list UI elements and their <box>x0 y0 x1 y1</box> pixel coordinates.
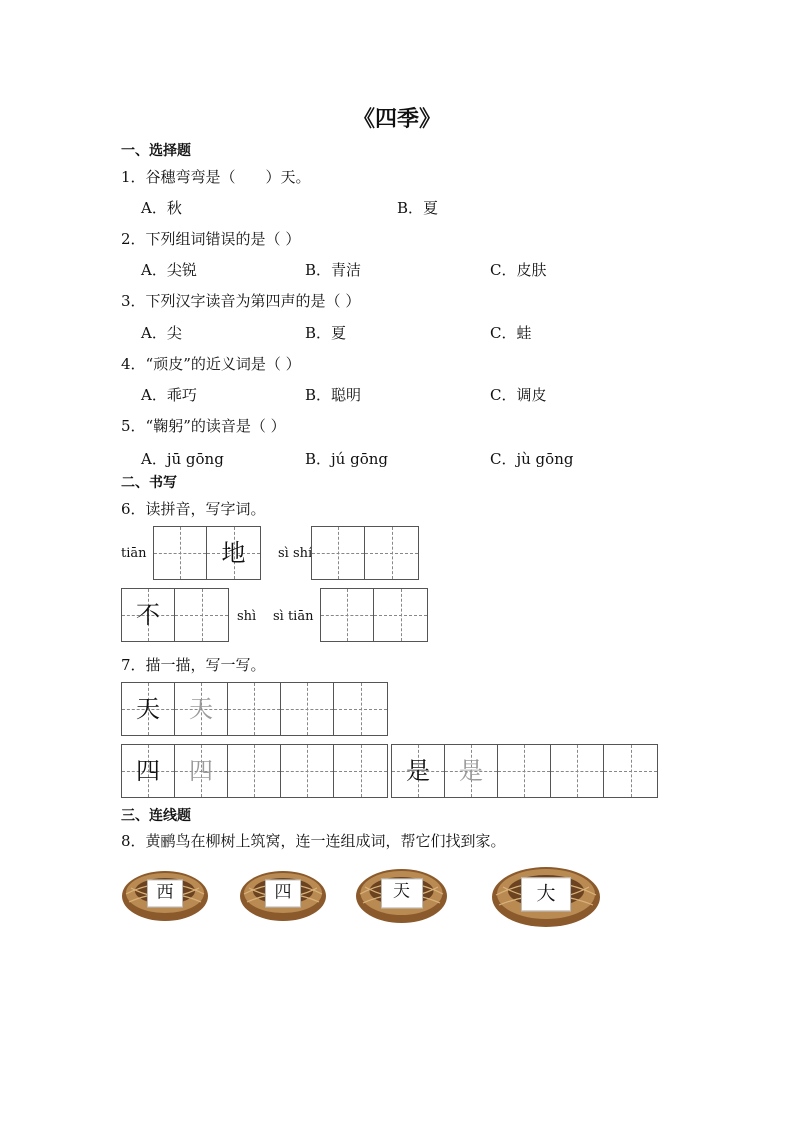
q3-option-a: A．尖 <box>141 324 182 342</box>
writing-cell[interactable] <box>321 589 374 641</box>
q4-option-b: B．聪明 <box>305 386 362 404</box>
writing-cell[interactable] <box>154 527 207 579</box>
q2-option-c: C．皮肤 <box>490 261 547 279</box>
q1-option-b: B．夏 <box>397 199 439 217</box>
printed-char: 地 <box>221 539 246 567</box>
section-heading-matching: 三、连线题 <box>121 808 191 824</box>
trace-char: 四 <box>189 757 213 785</box>
writing-cell[interactable] <box>334 745 387 797</box>
q2-option-b: B．青洁 <box>305 261 362 279</box>
writing-grid-bushi <box>121 588 229 642</box>
nest-card: 大 <box>521 877 571 911</box>
question-7: 7．描一描，写一写。 <box>121 656 266 674</box>
writing-grid-sitian <box>320 588 428 642</box>
writing-cell[interactable] <box>334 683 387 735</box>
pinyin-sishi: sì shí <box>278 546 313 561</box>
writing-cell[interactable] <box>604 745 657 797</box>
writing-cell[interactable] <box>312 527 365 579</box>
nest-card: 天 <box>381 878 423 908</box>
model-char: 天 <box>136 695 160 723</box>
nest-xi[interactable] <box>121 864 209 924</box>
q1-option-a: A．秋 <box>141 199 182 217</box>
section-heading-writing: 二、书写 <box>121 475 177 491</box>
writing-cell[interactable] <box>228 683 281 735</box>
writing-cell <box>122 589 175 641</box>
question-5: 5．“鞠躬”的读音是（ ） <box>121 417 286 435</box>
tracing-grid-shi <box>391 744 658 798</box>
section-heading-choice: 一、选择题 <box>121 143 191 159</box>
pinyin-tian: tiān <box>121 546 147 561</box>
question-6: 6．读拼音，写字词。 <box>121 500 266 518</box>
writing-grid-sishi <box>311 526 419 580</box>
question-1: 1．谷穗弯弯是（ ）天。 <box>121 168 311 186</box>
q4-option-a: A．乖巧 <box>141 386 197 404</box>
writing-cell <box>122 683 175 735</box>
writing-cell <box>392 745 445 797</box>
pinyin-shi: shì <box>237 609 257 624</box>
page-title: 《四季》 <box>352 106 441 132</box>
question-4: 4．“顽皮”的近义词是（ ） <box>121 355 301 373</box>
printed-char: 不 <box>136 601 160 629</box>
writing-cell[interactable] <box>175 745 228 797</box>
nest-da[interactable] <box>491 860 601 930</box>
q5-option-c: C．jù gōng <box>490 450 574 468</box>
trace-char: 是 <box>459 757 483 785</box>
q5-option-a: A．jū gōng <box>141 450 224 468</box>
tracing-grid-tian <box>121 682 388 736</box>
tracing-grid-si <box>121 744 388 798</box>
model-char: 四 <box>136 757 160 785</box>
writing-grid-tiandi <box>153 526 261 580</box>
trace-char: 天 <box>189 695 213 723</box>
writing-cell[interactable] <box>175 683 228 735</box>
model-char: 是 <box>406 757 430 785</box>
writing-cell[interactable] <box>374 589 427 641</box>
writing-cell <box>207 527 260 579</box>
writing-cell[interactable] <box>445 745 498 797</box>
q3-option-b: B．夏 <box>305 324 347 342</box>
pinyin-sitian: sì tiān <box>273 609 314 624</box>
writing-cell[interactable] <box>281 683 334 735</box>
nest-tian[interactable] <box>355 862 448 926</box>
nest-si[interactable] <box>239 864 327 924</box>
writing-cell <box>122 745 175 797</box>
question-2: 2．下列组词错误的是（ ） <box>121 230 301 248</box>
writing-cell[interactable] <box>551 745 604 797</box>
question-8: 8．黄鹂鸟在柳树上筑窝，连一连组成词，帮它们找到家。 <box>121 832 506 850</box>
q3-option-c: C．蛙 <box>490 324 532 342</box>
writing-cell[interactable] <box>281 745 334 797</box>
question-3: 3．下列汉字读音为第四声的是（ ） <box>121 292 361 310</box>
writing-cell[interactable] <box>498 745 551 797</box>
nest-card: 西 <box>147 879 183 907</box>
q2-option-a: A．尖锐 <box>141 261 197 279</box>
writing-cell[interactable] <box>228 745 281 797</box>
q4-option-c: C．调皮 <box>490 386 547 404</box>
writing-cell[interactable] <box>175 589 228 641</box>
nest-card: 四 <box>265 879 301 907</box>
writing-cell[interactable] <box>365 527 418 579</box>
q5-option-b: B．jú gōng <box>305 450 388 468</box>
